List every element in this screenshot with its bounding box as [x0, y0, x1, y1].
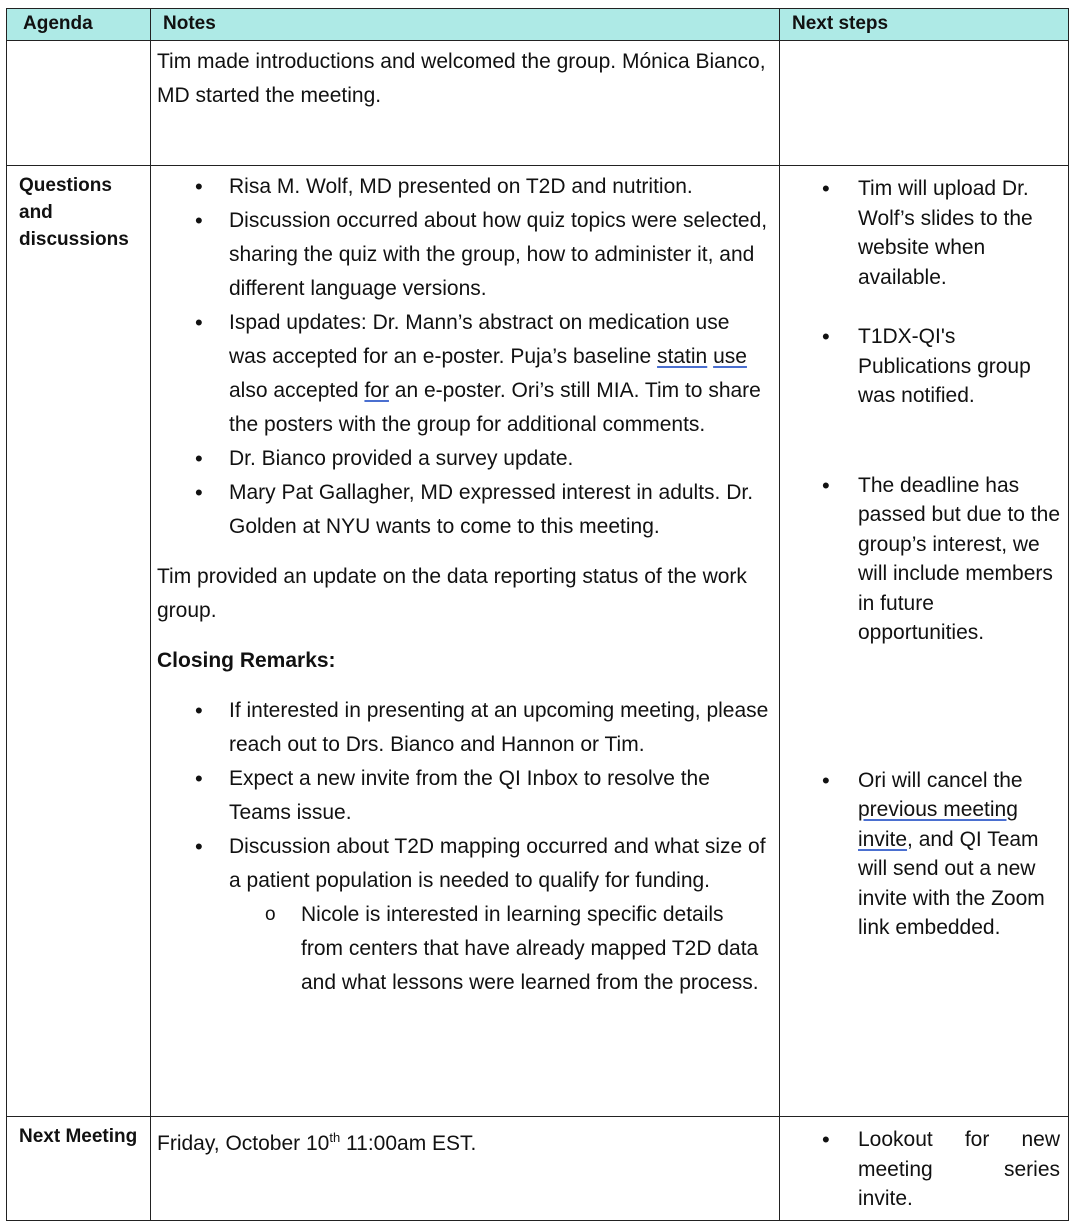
- ori-text: , and QI Team will send out a new invite with the Zoom link embedded.: [858, 827, 1045, 939]
- table-row: [7, 1117, 1069, 1221]
- date-text: Friday, October 10: [157, 1132, 330, 1155]
- next-steps-list: [780, 174, 1060, 943]
- step-line: meeting series: [858, 1157, 1060, 1181]
- list-item: • T1DX-QI's Publications group was notified.: [780, 322, 1060, 411]
- sub-list-item: o Nicole is interested in learning specific details from centers that have already mapped T2D data and what lessons were learned from the process.: [229, 898, 769, 1000]
- underlined-word: statin: [657, 345, 708, 368]
- list-item: • Tim will upload Dr. Wolf’s slides to the website when available.: [780, 174, 1060, 292]
- step-line: invite.: [858, 1187, 913, 1210]
- list-item: • Risa M. Wolf, MD presented on T2D and nutrition.: [157, 170, 769, 204]
- ispad-text: an e-poster. Ori’s still MIA. Tim to share the posters with the group for additional comments.: [229, 379, 761, 436]
- list-item: [157, 830, 769, 1000]
- header-next-steps: Next steps: [780, 9, 1069, 41]
- closing-list: [157, 694, 769, 1000]
- underlined-word: use: [713, 345, 747, 368]
- next-meeting-date: [157, 1121, 769, 1161]
- previous-invite-link[interactable]: previous meeting invite: [858, 798, 1018, 851]
- agenda-cell: Next Meeting: [7, 1117, 151, 1221]
- header-row: [7, 9, 1069, 41]
- meeting-minutes-table: [6, 8, 1069, 1221]
- intro-text: Tim made introductions and welcomed the group. Mónica Bianco, MD started the meeting.: [157, 50, 766, 107]
- list-item: • Dr. Bianco provided a survey update.: [157, 442, 769, 476]
- notes-cell: [151, 41, 780, 166]
- table-row: [7, 166, 1069, 1117]
- ispad-text: Ispad updates: Dr. Mann’s abstract on medication use was accepted for an e-poster. Puja’s baseline: [229, 311, 730, 368]
- underlined-word: for: [364, 379, 389, 402]
- sub-list: [229, 898, 769, 1000]
- ispad-text: also accepted: [229, 379, 365, 402]
- next-steps-list: [780, 1125, 1060, 1214]
- next-steps-cell: [780, 41, 1069, 166]
- next-steps-cell: [780, 1117, 1069, 1221]
- list-item: • Expect a new invite from the QI Inbox to resolve the Teams issue.: [157, 762, 769, 830]
- notes-cell: [151, 1117, 780, 1221]
- discussion-list: [157, 170, 769, 544]
- agenda-cell: [7, 41, 151, 166]
- next-steps-cell: [780, 166, 1069, 1117]
- step-line: • Lookout for new: [858, 1128, 1060, 1151]
- mapping-text: Discussion about T2D mapping occurred and what size of a patient population is needed to qualify for funding.: [229, 835, 766, 892]
- header-notes: Notes: [151, 9, 780, 41]
- closing-remarks-heading: Closing Remarks:: [157, 649, 336, 672]
- list-item: • The deadline has passed but due to the group’s interest, we will include members in future opportunities.: [780, 471, 1060, 648]
- agenda-cell: Questions and discussions: [7, 166, 151, 1117]
- date-suffix: th: [329, 1130, 341, 1145]
- list-item: [157, 306, 769, 442]
- notes-cell: [151, 166, 780, 1117]
- date-text: 11:00am EST.: [340, 1132, 477, 1155]
- data-status-text: Tim provided an update on the data reporting status of the work group.: [157, 565, 747, 622]
- list-item: [780, 1125, 1060, 1214]
- list-item: • If interested in presenting at an upcoming meeting, please reach out to Drs. Bianco and Hannon or Tim.: [157, 694, 769, 762]
- header-agenda: Agenda: [7, 9, 151, 41]
- ori-text: Ori will cancel the: [858, 768, 1023, 792]
- list-item: [780, 766, 1060, 943]
- list-item: • Mary Pat Gallagher, MD expressed interest in adults. Dr. Golden at NYU wants to come to this meeting.: [157, 476, 769, 544]
- list-item: • Discussion occurred about how quiz topics were selected, sharing the quiz with the group, how to administer it, and different language versions.: [157, 204, 769, 306]
- table-row: [7, 41, 1069, 166]
